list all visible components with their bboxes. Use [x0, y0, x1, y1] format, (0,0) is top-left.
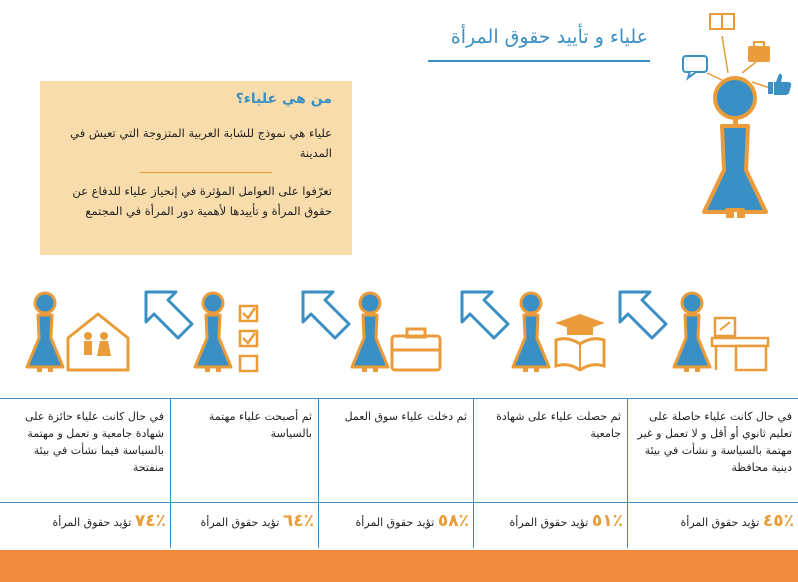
- percentage-label: تؤيد حقوق المرأة: [680, 516, 760, 529]
- woman-figure-icon: [513, 293, 549, 372]
- woman-figure-icon: [27, 293, 63, 372]
- footer-bar: [0, 550, 798, 582]
- percentage-line: [323, 511, 469, 531]
- step-description: في حال كانت علياء حاصلة على تعليم ثانوي أو أقل و لا تعمل و غير مهتمة بالسياسة و نشأت في بيئة دينية محافظة: [637, 410, 792, 474]
- step-column-4: [474, 398, 627, 548]
- step-description: ثم حصلت علياء على شهادة جامعية: [496, 410, 621, 440]
- woman-figure-icon: [674, 293, 710, 372]
- briefcase-icon: [392, 329, 440, 370]
- percentage-label: تؤيد حقوق المرأة: [200, 516, 280, 529]
- arrow-icon: [146, 292, 192, 338]
- woman-figure-icon: [352, 293, 388, 372]
- percentage-value: ٪٧٤: [134, 511, 166, 531]
- percentage-line: [478, 511, 623, 531]
- page-title: علياء و تأييد حقوق المرأة: [450, 26, 648, 48]
- percentage-value: ٪٥١: [591, 511, 623, 531]
- arrow-icon: [620, 292, 666, 338]
- graduation-book-icon: [555, 314, 605, 370]
- arrow-icon: [462, 292, 508, 338]
- percentage-label: تؤيد حقوق المرأة: [52, 516, 132, 529]
- percentage-line: [175, 511, 314, 531]
- percentage-line: [4, 511, 166, 531]
- percentage-line: [632, 511, 794, 531]
- step-description: ثم أصبحت علياء مهتمة بالسياسة: [208, 410, 312, 440]
- desk-icon: [712, 318, 768, 370]
- percentage-label: تؤيد حقوق المرأة: [355, 516, 435, 529]
- info-heading: من هي علياء؟: [235, 91, 332, 107]
- woman-figure-icon: [195, 293, 231, 372]
- info-paragraph-2: تعرّفوا على العوامل المؤثرة في إنحياز علياء للدفاع عن حقوق المرأة و تأييدها لأهمية دور المرأة في المجتمع: [72, 184, 332, 218]
- percentage-value: ٪٤٥: [762, 511, 794, 531]
- checklist-icon: [240, 306, 257, 371]
- step-column-1: [0, 398, 170, 548]
- step-description: ثم دخلت علياء سوق العمل: [344, 410, 467, 423]
- step-column-2: [171, 398, 318, 548]
- arrow-icon: [303, 292, 349, 338]
- step-column-3: [319, 398, 473, 548]
- step-description: في حال كانت علياء حائزة على شهادة جامعية و تعمل و مهتمة بالسياسة فيما نشأت في بيئة منفتحة: [25, 410, 164, 474]
- percentage-value: ٪٦٤: [282, 511, 314, 531]
- percentage-label: تؤيد حقوق المرأة: [509, 516, 589, 529]
- step-column-5: [628, 398, 798, 548]
- percentage-value: ٪٥٨: [437, 511, 469, 531]
- info-paragraph-1: علياء هي نموذج للشابة العربية المتزوجة التي تعيش في المدينة: [70, 126, 332, 160]
- family-house-icon: [68, 314, 128, 370]
